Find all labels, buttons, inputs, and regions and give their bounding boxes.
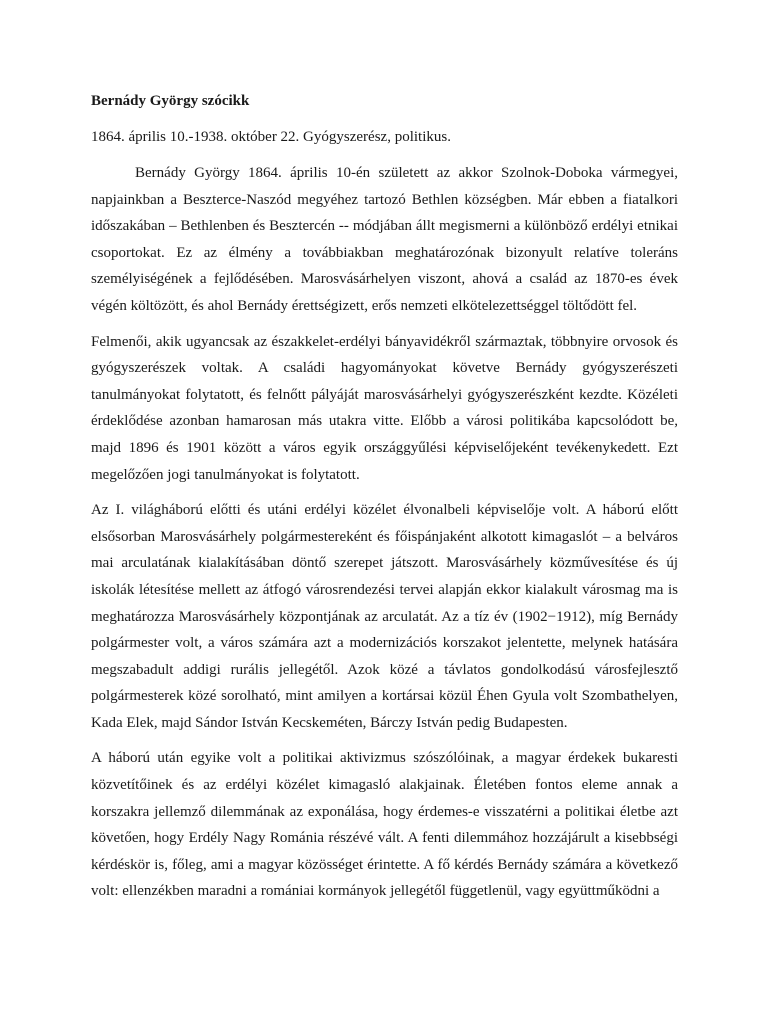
paragraph-3: Az I. világháború előtti és utáni erdélyi közélet élvonalbeli képviselője volt. A háború előtt elsősorban Marosvásárhely polgármestereként és főispánjaként alkotott kimagaslót – a belváros mai arculatának kialakításában döntő szerepet játszott. Marosvásárhely közművesítése és új iskolák létesítése mellett az átfogó városrendezési tervei alapján ekkor kialakult városmag ma is meghatározza Marosvásárhely központjának az arculatát. Az a tíz év (1902−1912), míg Bernády polgármester volt, a város számára azt a modernizációs korszakot jelentette, melynek hatására megszabadult addigi rurális jellegétől. Azok közé a távlatos gondolkodású városfejlesztő polgármesterek közé sorolható, mint amilyen a kortársai közül Éhen Gyula volt Szombathelyen, Kada Elek, majd Sándor István Kecskeméten, Bárczy István pedig Budapesten. [91, 502, 678, 731]
paragraph-2: Felmenői, akik ugyancsak az északkelet-erdélyi bányavidékről származtak, többnyire orvosok és gyógyszerészek voltak. A családi hagyományokat követve Bernády gyógyszerészeti tanulmányokat folytatott, és felnőtt pályáját marosvásárhelyi gyógyszerészként kezdte. Közéleti érdeklődése azonban hamarosan más utakra vitte. Előbb a városi politikába kapcsolódott be, majd 1896 és 1901 között a város egyik országgyűlési képviselőjeként tevékenykedett. Ezt megelőzően jogi tanulmányokat is folytatott. [91, 333, 678, 483]
paragraph-1: Bernády György 1864. április 10-én született az akkor Szolnok-Doboka vármegyei, napjainkban a Beszterce-Naszód megyéhez tartozó Bethlen községben. Már ebben a fiatalkori időszakában – Bethlenben és Besztercén -- módjában állt megismerni a különböző erdélyi etnikai csoportokat. Ez az élmény a továbbiakban meghatározónak bizonyult relatíve toleráns személyiségének a fejlődésében. Marosvásárhelyen viszont, ahová a család az 1870-es évek végén költözött, és ahol Bernády érettségizett, erős nemzeti elkötelezettséggel töltődött fel. [91, 165, 678, 314]
document-title: Bernády György szócikk [91, 93, 250, 109]
document-page [91, 88, 678, 914]
paragraph-4: A háború után egyike volt a politikai aktivizmus szószólóinak, a magyar érdekek bukaresti közvetítőinek és az erdélyi közélet kimagasló alakjainak. Életében fontos eleme annak a korszakra jellemző dilemmának az exponálása, hogy érdemes-e visszatérni a politikai életbe azt követően, hogy Erdély Nagy Románia részévé vált. A fenti dilemmához hozzájárult a kisebbségi kérdéskör is, főleg, ami a magyar közösséget érintette. A fő kérdés Bernády számára a következő volt: ellenzékben maradni a romániai kormányok jellegétől függetlenül, vagy együttműködni a [91, 750, 678, 900]
document-subtitle: 1864. április 10.-1938. október 22. Gyógyszerész, politikus. [91, 129, 451, 145]
